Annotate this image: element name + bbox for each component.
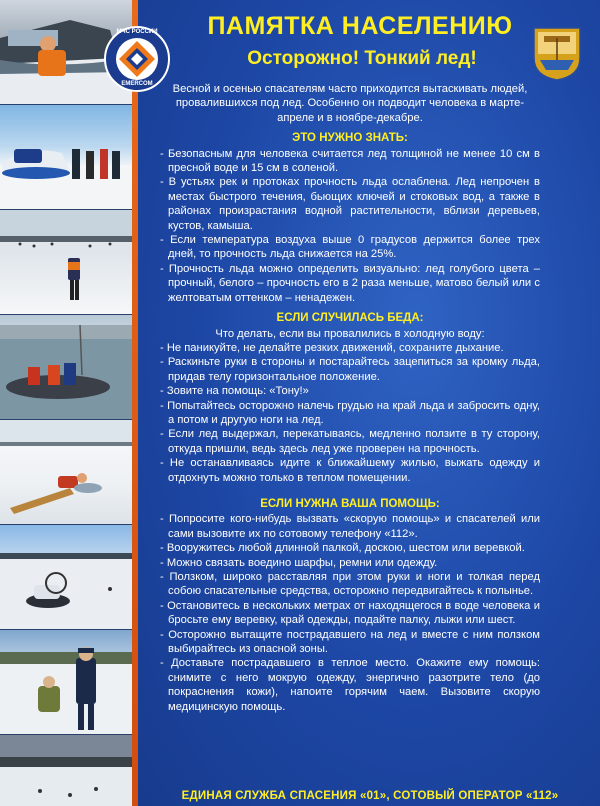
airboat-illustration (0, 525, 132, 629)
ice-rescue-photo (0, 420, 132, 524)
list-item: - Не останавливаясь идите к ближайшему жилью, выжать одежду и отдохнуть можно только в теплом помещении. (160, 456, 540, 485)
list-item: - Зовите на помощь: «Тону!» (160, 384, 540, 398)
list-item: - Прочность льда можно определить визуально: лед голубого цвета – прочный, белого – прочность его в 2 раза меньше, матово белый или с желтоватым оттенком – ненадежен. (160, 262, 540, 305)
coat-of-arms-icon (528, 24, 586, 82)
list-item: - Вооружитесь любой длинной палкой, доскою, шестом или веревкой. (160, 541, 540, 555)
intro-paragraph: Весной и осенью спасателям часто приходится вытаскивать людей, провалившихся под лед. Особенно он подводит человека в марте-апреле и в ноябре-декабре. (172, 83, 528, 124)
ice-rescue-illustration (0, 420, 132, 524)
winter-river-illustration (0, 735, 132, 806)
hovercraft-illustration (0, 105, 132, 209)
section-lead: Что делать, если вы провалились в холодную воду: (215, 327, 485, 340)
list-item: - Если температура воздуха выше 0 градусов держится более трех дней, то прочность льда снижается на 25%. (160, 233, 540, 262)
section-heading: ЭТО НУЖНО ЗНАТЬ: (292, 132, 408, 145)
section-know (160, 131, 540, 305)
list-item: - Попытайтесь осторожно налечь грудью на край льда и забросить одну, а потом и другую ноги на лед. (160, 399, 540, 428)
list-item: - Раскиньте руки в стороны и постарайтесь зацепиться за кромку льда, придав телу горизонтальное положение. (160, 355, 540, 384)
list-item: - Доставьте пострадавшего в теплое место. Окажите ему помощь: снимите с него мокрую одежду, энергично разотрите тело (до покраснения кожи), напоите горячим чаем. Вызовите скорую медицинскую помощь. (160, 656, 540, 714)
list-item: - Можно связать воедино шарфы, ремни или одежду. (160, 556, 540, 570)
memo-body (160, 82, 540, 714)
list-item: - Если лед выдержал, перекатываясь, медленно ползите в ту сторону, откуда пришли, ведь здесь лед уже проверен на прочность. (160, 427, 540, 456)
list-item: - Осторожно вытащите пострадавшего на лед и вместе с ним ползком выбирайтесь из опасной зоны. (160, 628, 540, 657)
airboat-photo (0, 525, 132, 629)
page-title: ПАМЯТКА НАСЕЛЕНИЮ (207, 12, 513, 40)
list-item: - Остановитесь в нескольких метрах от находящегося в воде человека и бросьте ему веревку, край одежды, подайте палку, лыжи или шест. (160, 599, 540, 628)
list-item: - Не паникуйте, не делайте резких движений, сохраните дыхание. (160, 341, 540, 355)
list-item: - Попросите кого-нибудь вызвать «скорую помощь» и спасателей или сами вызовите их по сотовому телефону «112». (160, 512, 540, 541)
fisherman-inspector-photo (0, 630, 132, 734)
emblem-top-text: МЧС РОССИИ (116, 29, 158, 35)
list-item: - Ползком, широко расставляя при этом руки и ноги и толкая перед собою спасательные средства, осторожно передвигайтесь к полынье. (160, 570, 540, 599)
inflatable-boat-photo (0, 315, 132, 419)
fisherman-inspector-illustration (0, 630, 132, 734)
ice-fishers-photo (0, 210, 132, 314)
list-item: - В устьях рек и протоках прочность льда ослаблена. Лед непрочен в местах быстрого течения, бьющих ключей и стоковых вод, а также в районах произрастания водной растительности, вблизи деревьев, кустов, камыша. (160, 175, 540, 233)
section-heading: ЕСЛИ СЛУЧИЛАСЬ БЕДА: (276, 312, 424, 325)
emblem-bottom-text: EMERCOM (121, 81, 153, 87)
inflatable-boat-illustration (0, 315, 132, 419)
ice-fishers-illustration (0, 210, 132, 314)
hovercraft-photo (0, 105, 132, 209)
winter-river-photo (0, 735, 132, 806)
page-subtitle: Осторожно! Тонкий лед! (247, 48, 477, 69)
photo-strip (0, 0, 132, 806)
emergency-phones-footer: ЕДИНАЯ СЛУЖБА СПАСЕНИЯ «01», СОТОВЫЙ ОПЕРАТОР «112» (181, 790, 559, 802)
list-item: - Безопасным для человека считается лед толщиной не менее 10 см в пресной воде и 15 см в соленой. (160, 147, 540, 176)
section-trouble (160, 311, 540, 485)
section-help (160, 497, 540, 714)
section-heading: ЕСЛИ НУЖНА ВАША ПОМОЩЬ: (260, 497, 440, 510)
